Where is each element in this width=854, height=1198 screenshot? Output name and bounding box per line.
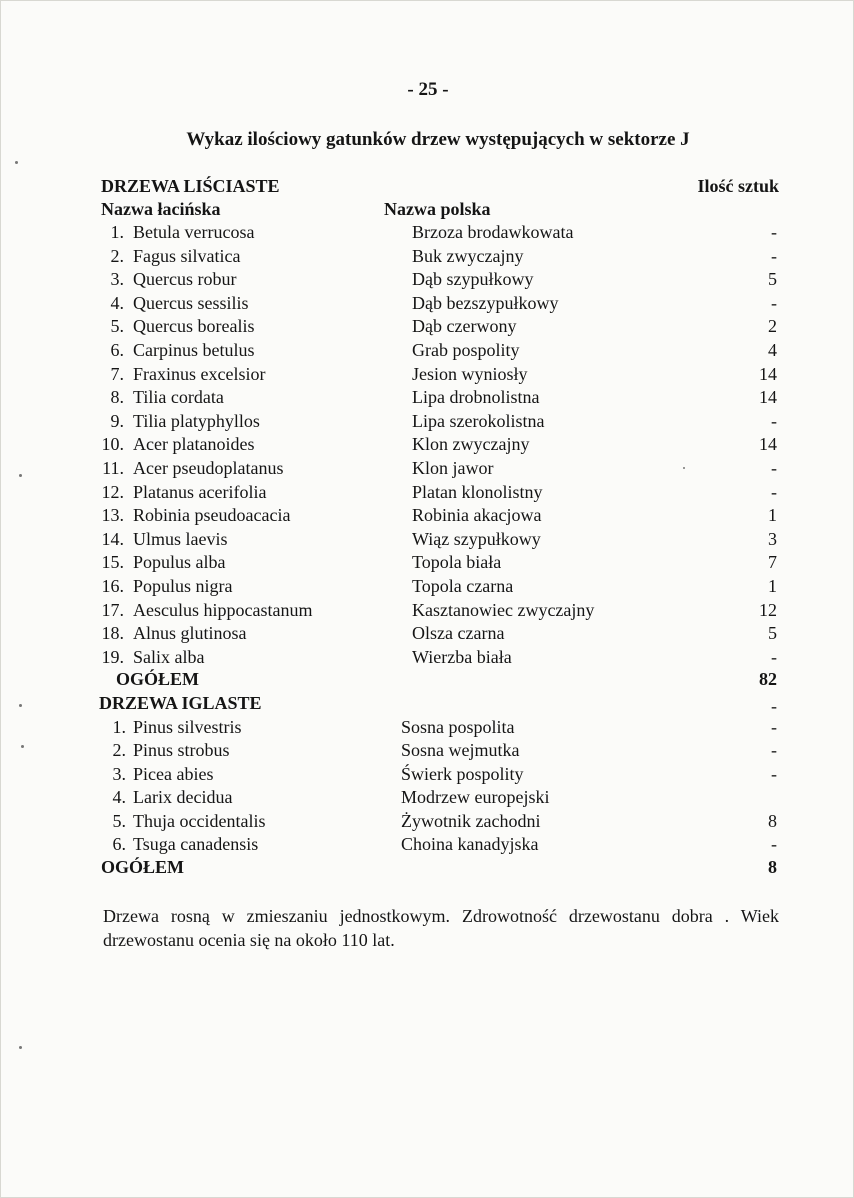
polish-name: Lipa szerokolistna	[412, 410, 545, 431]
row-number: 5.	[110, 316, 124, 337]
row-number: 8.	[110, 387, 124, 408]
latin-name: Larix decidua	[133, 787, 233, 808]
polish-name: Platan klonolistny	[412, 481, 543, 502]
polish-name: Brzoza brodawkowata	[412, 222, 574, 242]
polish-name: Klon zwyczajny	[412, 434, 530, 455]
polish-name: Olsza czarna	[412, 623, 505, 644]
polish-name: Topola czarna	[412, 576, 514, 596]
quantity: -	[771, 410, 777, 431]
latin-name: Acer pseudoplatanus	[133, 458, 284, 478]
scan-speck	[15, 161, 18, 164]
quantity: -	[771, 292, 777, 313]
row-number: 17.	[101, 599, 124, 620]
row-number: 2.	[110, 245, 124, 266]
polish-name: Lipa drobnolistna	[412, 387, 540, 408]
quantity: 5	[768, 269, 777, 290]
page-number: - 25 -	[407, 79, 449, 100]
polish-name: Topola biała	[412, 552, 502, 573]
deciduous-total-label: OGÓŁEM	[116, 669, 200, 689]
deciduous-total-quantity: 82	[759, 669, 777, 689]
row-number: 7.	[110, 363, 124, 384]
document-title: Wykaz ilościowy gatunków drzew występujących w sektorze J	[186, 129, 690, 150]
latin-name: Populus nigra	[133, 576, 233, 596]
polish-name: Wiąz szypułkowy	[412, 528, 541, 549]
row-number: 4.	[110, 292, 124, 313]
coniferous-heading: DRZEWA IGLASTE	[99, 693, 262, 713]
latin-name: Betula verrucosa	[133, 222, 255, 242]
polish-name: Choina kanadyjska	[401, 834, 539, 854]
quantity: 2	[768, 316, 777, 337]
polish-name: Kasztanowiec zwyczajny	[412, 599, 595, 620]
quantity: 14	[759, 387, 777, 408]
quantity: 4	[768, 340, 777, 360]
latin-name: Salix alba	[133, 646, 205, 667]
row-number: 11.	[102, 458, 124, 478]
latin-name-column-header: Nazwa łacińska	[101, 199, 221, 219]
quantity: 1	[768, 576, 777, 596]
quantity: -	[771, 481, 777, 502]
coniferous-heading-quantity: -	[771, 696, 777, 716]
latin-name: Robinia pseudoacacia	[133, 505, 291, 526]
row-number: 4.	[112, 787, 126, 808]
polish-name: Jesion wyniosły	[412, 363, 528, 384]
quantity: 14	[759, 434, 777, 455]
coniferous-total-quantity: 8	[768, 857, 777, 877]
quantity: 5	[768, 623, 777, 644]
row-number: 10.	[101, 434, 124, 455]
quantity: -	[771, 646, 777, 667]
polish-name: Dąb bezszypułkowy	[412, 292, 559, 313]
polish-name: Dąb szypułkowy	[412, 269, 534, 290]
row-number: 6.	[112, 834, 126, 854]
latin-name: Ulmus laevis	[133, 528, 228, 549]
scan-speck	[19, 1046, 22, 1049]
row-number: 14.	[101, 528, 124, 549]
quantity: 12	[759, 599, 777, 620]
row-number: 1.	[112, 717, 126, 737]
latin-name: Tsuga canadensis	[133, 834, 259, 854]
scan-speck	[19, 474, 22, 477]
row-number: 9.	[110, 410, 124, 431]
latin-name: Populus alba	[133, 552, 226, 573]
polish-name: Świerk pospolity	[401, 763, 524, 784]
quantity: 3	[768, 528, 777, 549]
latin-name: Quercus borealis	[133, 316, 255, 337]
latin-name: Pinus strobus	[133, 740, 230, 761]
quantity: 1	[768, 505, 777, 526]
latin-name: Quercus robur	[133, 269, 237, 290]
polish-name: Modrzew europejski	[401, 787, 550, 808]
row-number: 13.	[101, 505, 124, 526]
latin-name: Pinus silvestris	[133, 717, 242, 737]
polish-name: Wierzba biała	[412, 646, 512, 667]
row-number: 1.	[110, 222, 124, 242]
latin-name: Platanus acerifolia	[133, 481, 267, 502]
row-number: 15.	[101, 552, 124, 573]
row-number: 3.	[110, 269, 124, 290]
polish-name: Sosna pospolita	[401, 717, 515, 737]
quantity: -	[771, 834, 777, 854]
quantity: -	[771, 763, 777, 784]
polish-name: Dąb czerwony	[412, 316, 517, 337]
quantity: -	[771, 245, 777, 266]
scan-speck	[683, 467, 685, 469]
polish-name: Sosna wejmutka	[401, 740, 520, 761]
polish-name: Grab pospolity	[412, 340, 520, 360]
row-number: 2.	[112, 740, 126, 761]
latin-name: Thuja occidentalis	[133, 810, 266, 831]
polish-name: Żywotnik zachodni	[401, 810, 541, 831]
coniferous-total-label: OGÓŁEM	[101, 857, 185, 877]
row-number: 12.	[101, 481, 124, 502]
deciduous-heading: DRZEWA LIŚCIASTE	[101, 176, 280, 196]
row-number: 16.	[101, 576, 124, 596]
row-number: 18.	[101, 623, 124, 644]
latin-name: Picea abies	[133, 763, 214, 784]
quantity: 7	[768, 552, 777, 573]
latin-name: Fraxinus excelsior	[133, 363, 266, 384]
latin-name: Carpinus betulus	[133, 340, 255, 360]
stand-description-note: Drzewa rosną w zmieszaniu jednostkowym. Zdrowotność drzewostanu dobra . Wiek drzewostanu ocenia się na około 110 lat.	[103, 906, 779, 950]
scan-speck	[19, 704, 22, 707]
quantity: 14	[759, 363, 777, 384]
scan-speck	[21, 745, 24, 748]
latin-name: Quercus sessilis	[133, 292, 249, 313]
quantity: -	[771, 458, 777, 478]
polish-name-column-header: Nazwa polska	[384, 199, 491, 219]
polish-name: Robinia akacjowa	[412, 505, 542, 526]
latin-name: Alnus glutinosa	[133, 623, 247, 644]
quantity: -	[771, 222, 777, 242]
latin-name: Acer platanoides	[133, 434, 255, 455]
quantity-column-header: Ilość sztuk	[697, 176, 779, 196]
quantity: -	[771, 740, 777, 761]
polish-name: Buk zwyczajny	[412, 245, 524, 266]
latin-name: Tilia platyphyllos	[133, 410, 260, 431]
polish-name: Klon jawor	[412, 458, 494, 478]
row-number: 6.	[110, 340, 124, 360]
row-number: 3.	[112, 763, 126, 784]
quantity: -	[771, 717, 777, 737]
quantity: 8	[768, 810, 777, 831]
row-number: 19.	[101, 646, 124, 667]
latin-name: Aesculus hippocastanum	[133, 599, 313, 620]
latin-name: Tilia cordata	[133, 387, 224, 408]
latin-name: Fagus silvatica	[133, 245, 241, 266]
row-number: 5.	[112, 810, 126, 831]
